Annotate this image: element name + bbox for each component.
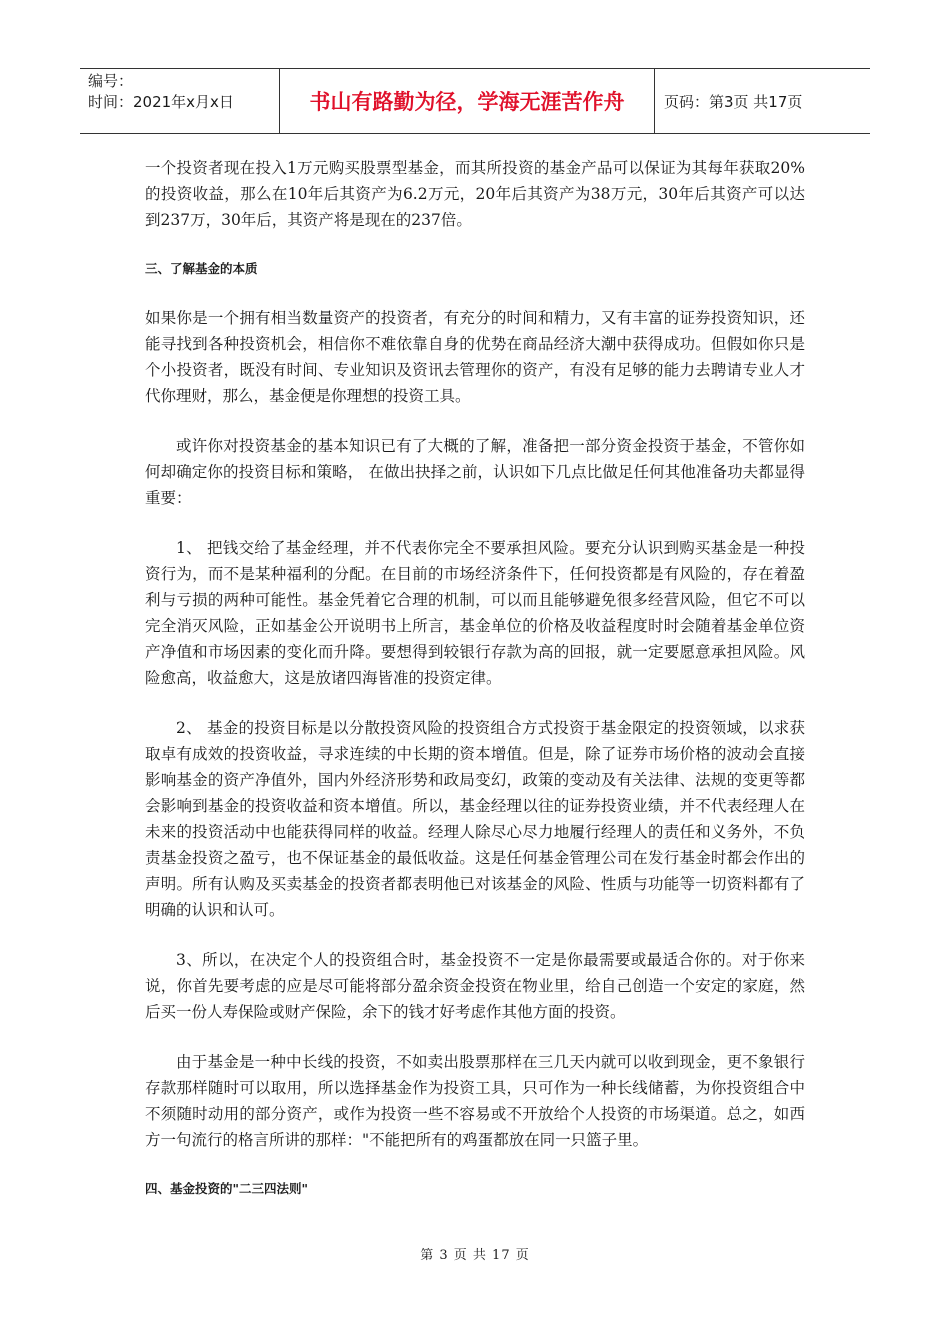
paragraph-point-2: 2、 基金的投资目标是以分散投资风险的投资组合方式投资于基金限定的投资领域，以求获取卓有成效的投资收益，寻求连续的中长期的资本增值。但是，除了证券市场价格的波动会直接影响基金的资产净值外，国内外经济形势和政局变幻，政策的变动及有关法律、法规的变更等都会影响到基金的投资收益和资本增值。所以，基金经理以往的证券投资业绩，并不代表经理人在未来的投资活动中也能获得同样的收益。经理人除尽心尽力地履行经理人的责任和义务外，不负责基金投资之盈亏，也不保证基金的最低收益。这是任何基金管理公司在发行基金时都会作出的声明。所有认购及买卖基金的投资者都表明他已对该基金的风险、性质与功能等一切资料都有了明确的认识和认可。 [145, 719, 805, 919]
header-meta [80, 69, 280, 133]
header-motto: 书山有路勤为径，学海无涯苦作舟 [280, 69, 655, 133]
page-header [80, 68, 870, 134]
document-body [145, 155, 805, 1201]
paragraph-point-1: 1、 把钱交给了基金经理，并不代表你完全不要承担风险。要充分认识到购买基金是一种投资行为，而不是某种福利的分配。在目前的市场经济条件下，任何投资都是有风险的，存在着盈利与亏损的两种可能性。基金凭着它合理的机制，可以而且能够避免很多经营风险，但它不可以完全消灭风险，正如基金公开说明书上所言，基金单位的价格及收益程度时时会随着基金单位资产净值和市场因素的变化而升降。要想得到较银行存款为高的回报，就一定要愿意承担风险。风险愈高，收益愈大，这是放诸四海皆准的投资定律。 [145, 539, 805, 687]
section-heading-3: 三、了解基金的本质 [145, 261, 258, 276]
page-footer: 第 3 页 共 17 页 [420, 1248, 530, 1263]
header-page-info: 页码：第3页 共17页 [664, 92, 803, 111]
number-label: 编号： [88, 72, 134, 90]
paragraph-fund-essence: 如果你是一个拥有相当数量资产的投资者，有充分的时间和精力，又有丰富的证券投资知识，还能寻找到各种投资机会，相信你不难依靠自身的优势在商品经济大潮中获得成功。但假如你只是个小投资者，既没有时间、专业知识及资讯去管理你的资产，有没有足够的能力去聘请专业人才代你理财，那么，基金便是你理想的投资工具。 [145, 309, 805, 405]
paragraph-before-choice: 或许你对投资基金的基本知识已有了大概的了解，准备把一部分资金投资于基金，不管你如何却确定你的投资目标和策略， 在做出抉择之前，认识如下几点比做足任何其他准备功夫都显得重要： [145, 437, 805, 507]
section-heading-4: 四、基金投资的"二三四法则" [145, 1181, 309, 1196]
time-label: 时间：2021年x月x日 [88, 93, 234, 111]
paragraph-point-3: 3、所以，在决定个人的投资组合时，基金投资不一定是你最需要或最适合你的。对于你来说，你首先要考虑的应是尽可能将部分盈余资金投资在物业里，给自己创造一个安定的家庭，然后买一份人寿保险或财产保险，余下的钱才好考虑作其他方面的投资。 [145, 951, 805, 1021]
paragraph-long-term: 由于基金是一种中长线的投资，不如卖出股票那样在三几天内就可以收到现金，更不象银行存款那样随时可以取用，所以选择基金作为投资工具，只可作为一种长线储蓄，为你投资组合中不须随时动用的部分资产，或作为投资一些不容易或不开放给个人投资的市场渠道。总之，如西方一句流行的格言所讲的那样："不能把所有的鸡蛋都放在同一只篮子里。 [145, 1053, 805, 1149]
paragraph-investment-example: 一个投资者现在投入1万元购买股票型基金，而其所投资的基金产品可以保证为其每年获取20%的投资收益，那么在10年后其资产为6.2万元，20年后其资产为38万元，30年后其资产可以达到237万，30年后，其资产将是现在的237倍。 [145, 159, 805, 229]
